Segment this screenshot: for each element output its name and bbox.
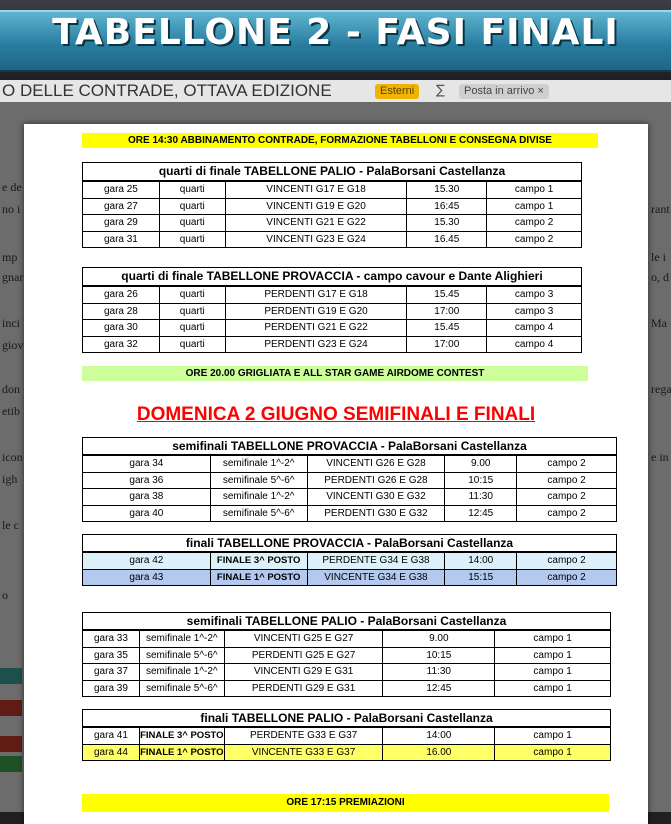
- cell-squadre: VINCENTI G26 E G28: [308, 456, 446, 472]
- table-row: [83, 214, 581, 231]
- sunday-heading: DOMENICA 2 GIUGNO SEMIFINALI E FINALI: [136, 404, 536, 425]
- cell-orario: 10:15: [383, 648, 495, 664]
- cell-orario: 9.00: [383, 631, 495, 647]
- cell-campo: campo 2: [547, 491, 586, 502]
- cell-squadre: VINCENTE G33 E G37: [225, 745, 384, 761]
- cell-gara: gara 39: [83, 681, 140, 697]
- cell-gara: gara 35: [83, 648, 140, 664]
- label-badge[interactable]: Esterni: [375, 84, 419, 99]
- cell-fase: semifinale 5^-6^: [140, 681, 225, 697]
- cell-campo: campo 1: [533, 730, 572, 741]
- cell-squadre: PERDENTI G26 E G28: [308, 473, 446, 489]
- table-row: [83, 198, 581, 215]
- cell-fase: FINALE 1^ POSTO: [211, 570, 308, 586]
- cell-campo: campo 1: [533, 666, 572, 677]
- table-row: [83, 286, 581, 303]
- cell-fase: quarti: [160, 182, 226, 198]
- cell-gara: gara 30: [83, 320, 160, 336]
- table-row: [83, 569, 616, 586]
- cell-campo: campo 1: [533, 746, 572, 758]
- cell-gara: gara 28: [83, 304, 160, 320]
- cell-gara: gara 43: [83, 570, 211, 586]
- cell-campo: campo 2: [514, 217, 554, 228]
- cell-orario: 14:00: [383, 728, 495, 744]
- cell-gara: gara 25: [83, 182, 160, 198]
- cell-gara: gara 36: [83, 473, 211, 489]
- table-row: [83, 303, 581, 320]
- cell-orario: 12:45: [383, 681, 495, 697]
- cell-gara: gara 40: [83, 506, 211, 522]
- table-row: [83, 630, 610, 647]
- cell-campo: campo 2: [514, 233, 554, 245]
- schedule-bar-opening: ORE 14:30 ABBINAMENTO CONTRADE, FORMAZIONE TABELLONI E CONSEGNA DIVISE: [82, 133, 598, 148]
- cell-fase: semifinale 1^-2^: [211, 489, 308, 505]
- cell-campo: campo 3: [514, 289, 554, 300]
- cell-fase: quarti: [160, 337, 226, 353]
- cell-gara: gara 42: [83, 553, 211, 569]
- table-row: [83, 231, 581, 248]
- cell-orario: 9.00: [445, 456, 517, 472]
- cell-fase: quarti: [160, 320, 226, 336]
- cell-gara: gara 33: [83, 631, 140, 647]
- cell-campo: campo 1: [533, 682, 572, 694]
- table-title: semifinali TABELLONE PROVACCIA - PalaBorsani Castellanza: [83, 438, 616, 455]
- table-row: [83, 488, 616, 505]
- cell-orario: 12:45: [445, 506, 517, 522]
- table-row: [83, 680, 610, 697]
- table-row: [83, 663, 610, 680]
- cell-gara: gara 26: [83, 287, 160, 303]
- cell-fase: semifinale 1^-2^: [211, 456, 308, 472]
- cell-gara: gara 34: [83, 456, 211, 472]
- cell-squadre: VINCENTI G21 E G22: [226, 215, 408, 231]
- cell-fase: quarti: [160, 232, 226, 248]
- cell-gara: gara 29: [83, 215, 160, 231]
- cell-campo: campo 2: [547, 507, 586, 519]
- cell-squadre: VINCENTI G25 E G27: [225, 631, 384, 647]
- banner-title: TABELLONE 2 - FASI FINALI: [52, 12, 619, 53]
- cell-fase: FINALE 3^ POSTO: [140, 728, 225, 744]
- cell-fase: semifinale 5^-6^: [211, 506, 308, 522]
- cell-orario: 16.45: [407, 232, 487, 248]
- table-title: quarti di finale TABELLONE PROVACCIA - campo cavour e Dante Alighieri: [83, 268, 581, 286]
- cell-campo: campo 4: [514, 338, 554, 350]
- cell-fase: semifinale 1^-2^: [140, 631, 225, 647]
- cell-squadre: VINCENTI G23 E G24: [226, 232, 408, 248]
- cell-orario: 14:00: [445, 553, 517, 569]
- cell-orario: 17:00: [407, 337, 487, 353]
- cell-squadre: PERDENTI G30 E G32: [308, 506, 446, 522]
- cell-gara: gara 37: [83, 664, 140, 680]
- label-glyph-icon: ∑: [436, 83, 445, 98]
- cell-squadre: PERDENTI G21 E G22: [226, 320, 408, 336]
- cell-fase: quarti: [160, 199, 226, 215]
- cell-fase: semifinale 5^-6^: [140, 648, 225, 664]
- document-preview: [24, 124, 648, 824]
- cell-campo: campo 2: [547, 474, 586, 486]
- cell-campo: campo 2: [547, 571, 586, 583]
- cell-fase: semifinale 1^-2^: [140, 664, 225, 680]
- cell-orario: 17:00: [407, 304, 487, 320]
- cell-squadre: PERDENTE G33 E G37: [225, 728, 384, 744]
- table-row: [83, 455, 616, 472]
- cell-campo: campo 1: [533, 633, 572, 644]
- table-row: [83, 647, 610, 664]
- cell-orario: 15.45: [407, 320, 487, 336]
- cell-squadre: VINCENTI G17 E G18: [226, 182, 408, 198]
- cell-orario: 16.00: [383, 745, 495, 761]
- cell-campo: campo 2: [547, 458, 586, 469]
- table-title: finali TABELLONE PROVACCIA - PalaBorsani Castellanza: [83, 535, 616, 552]
- cell-squadre: PERDENTE G34 E G38: [308, 553, 446, 569]
- table-row: [83, 552, 616, 569]
- cell-fase: quarti: [160, 304, 226, 320]
- cell-campo: campo 4: [514, 322, 554, 333]
- table-quarti-palio: [82, 162, 582, 248]
- cell-fase: FINALE 3^ POSTO: [211, 553, 308, 569]
- cell-gara: gara 38: [83, 489, 211, 505]
- table-semifinali-provaccia: [82, 437, 617, 522]
- cell-orario: 11:30: [383, 664, 495, 680]
- cell-squadre: VINCENTI G19 E G20: [226, 199, 408, 215]
- table-row: [83, 181, 581, 198]
- cell-orario: 15.45: [407, 287, 487, 303]
- cell-squadre: VINCENTI G30 E G32: [308, 489, 446, 505]
- cell-campo: campo 2: [547, 555, 586, 566]
- cell-gara: gara 41: [83, 728, 140, 744]
- cell-fase: quarti: [160, 215, 226, 231]
- table-finali-provaccia: [82, 534, 617, 586]
- inbox-badge[interactable]: Posta in arrivo ×: [459, 84, 549, 99]
- cell-gara: gara 44: [83, 745, 140, 761]
- cell-gara: gara 31: [83, 232, 160, 248]
- cell-orario: 16:45: [407, 199, 487, 215]
- cell-squadre: VINCENTI G29 E G31: [225, 664, 384, 680]
- cell-orario: 15.30: [407, 215, 487, 231]
- table-row: [83, 727, 610, 744]
- cell-campo: campo 1: [533, 649, 572, 661]
- cell-gara: gara 32: [83, 337, 160, 353]
- cell-fase: FINALE 1^ POSTO: [140, 745, 225, 761]
- table-title: quarti di finale TABELLONE PALIO - PalaBorsani Castellanza: [83, 163, 581, 181]
- cell-orario: 11:30: [445, 489, 517, 505]
- cell-fase: quarti: [160, 287, 226, 303]
- table-finali-palio: [82, 709, 611, 761]
- cell-gara: gara 27: [83, 199, 160, 215]
- background-headline: O DELLE CONTRADE, OTTAVA EDIZIONE: [2, 81, 332, 100]
- cell-squadre: PERDENTI G19 E G20: [226, 304, 408, 320]
- cell-fase: semifinale 5^-6^: [211, 473, 308, 489]
- cell-squadre: PERDENTI G29 E G31: [225, 681, 384, 697]
- title-banner: [0, 0, 671, 80]
- table-row: [83, 336, 581, 353]
- table-semifinali-palio: [82, 612, 611, 697]
- table-row: [83, 744, 610, 761]
- cell-campo: campo 1: [514, 200, 554, 212]
- cell-squadre: PERDENTI G25 E G27: [225, 648, 384, 664]
- table-quarti-provaccia: [82, 267, 582, 353]
- cell-campo: campo 3: [514, 305, 554, 317]
- table-title: finali TABELLONE PALIO - PalaBorsani Castellanza: [83, 710, 610, 727]
- cell-campo: campo 1: [514, 184, 554, 195]
- cell-squadre: VINCENTE G34 E G38: [308, 570, 446, 586]
- table-title: semifinali TABELLONE PALIO - PalaBorsani Castellanza: [83, 613, 610, 630]
- cell-orario: 15.30: [407, 182, 487, 198]
- cell-squadre: PERDENTI G17 E G18: [226, 287, 408, 303]
- cell-orario: 10:15: [445, 473, 517, 489]
- schedule-bar-evening: ORE 20.00 GRIGLIATA E ALL STAR GAME AIRDOME CONTEST: [82, 366, 588, 381]
- table-row: [83, 472, 616, 489]
- schedule-bar-awards: ORE 17:15 PREMIAZIONI: [82, 794, 609, 812]
- table-row: [83, 505, 616, 522]
- table-row: [83, 319, 581, 336]
- cell-squadre: PERDENTI G23 E G24: [226, 337, 408, 353]
- cell-orario: 15:15: [445, 570, 517, 586]
